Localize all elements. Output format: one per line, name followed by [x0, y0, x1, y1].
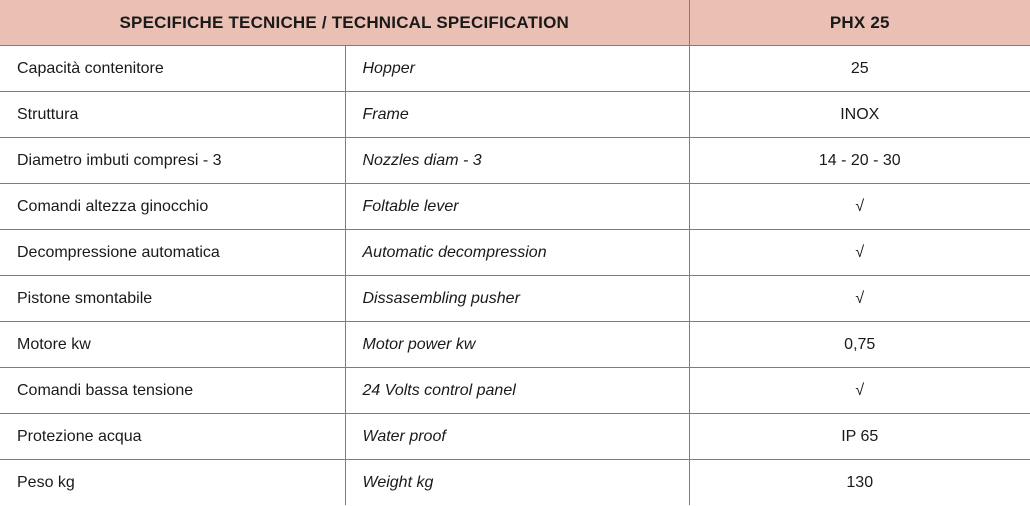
table-row	[0, 322, 1030, 368]
check-mark-value: √	[689, 184, 1030, 230]
model-header: PHX 25	[689, 0, 1030, 46]
table-row	[0, 460, 1030, 506]
english-label: Dissasembling pusher	[345, 276, 689, 322]
english-label: Nozzles diam - 3	[345, 138, 689, 184]
english-label: Water proof	[345, 414, 689, 460]
check-mark-value: √	[689, 276, 1030, 322]
spec-value: 25	[689, 46, 1030, 92]
spec-value: INOX	[689, 92, 1030, 138]
english-label: Frame	[345, 92, 689, 138]
spec-value: 14 - 20 - 30	[689, 138, 1030, 184]
spec-value: 130	[846, 473, 874, 491]
italian-label: Protezione acqua	[0, 414, 345, 460]
english-label: Foltable lever	[345, 184, 689, 230]
english-label: 24 Volts control panel	[345, 368, 689, 414]
table-row	[0, 92, 1030, 138]
check-mark-value: √	[689, 368, 1030, 414]
italian-label: Capacità contenitore	[0, 46, 345, 92]
italian-label: Pistone smontabile	[0, 276, 345, 322]
table-row	[0, 138, 1030, 184]
italian-label: Peso kg	[0, 460, 345, 506]
italian-label: Decompressione automatica	[0, 230, 345, 276]
italian-label: Comandi altezza ginocchio	[0, 184, 345, 230]
table-row	[0, 184, 1030, 230]
english-label: Weight kg	[345, 460, 689, 506]
english-label: Automatic decompression	[345, 230, 689, 276]
header-row	[0, 0, 1030, 46]
table-row	[0, 276, 1030, 322]
table-row	[0, 368, 1030, 414]
english-label: Motor power kw	[345, 322, 689, 368]
italian-label: Diametro imbuti compresi - 3	[0, 138, 345, 184]
spec-rows	[0, 46, 1030, 506]
italian-label: Comandi bassa tensione	[0, 368, 345, 414]
italian-label: Struttura	[0, 92, 345, 138]
table-row	[0, 230, 1030, 276]
spec-value: IP 65	[689, 414, 1030, 460]
check-mark-value: √	[689, 230, 1030, 276]
italian-label: Motore kw	[0, 322, 345, 368]
table-row	[0, 414, 1030, 460]
english-label: Hopper	[345, 46, 689, 92]
spec-title-header: SPECIFICHE TECNICHE / TECHNICAL SPECIFICATION	[0, 0, 689, 46]
table-row	[0, 46, 1030, 92]
spec-value: 0,75	[689, 322, 1030, 368]
